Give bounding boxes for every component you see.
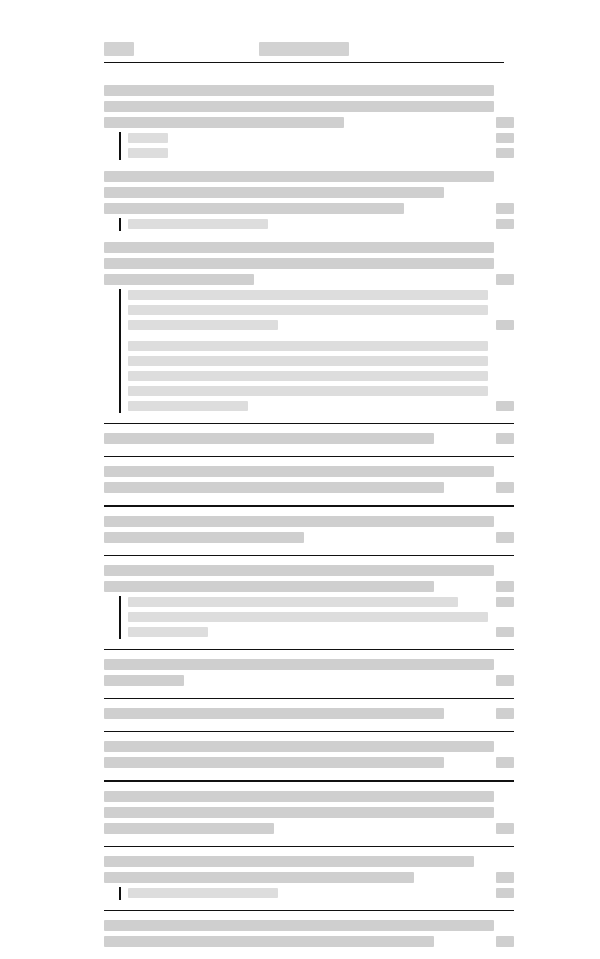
toc-subentry-line — [128, 626, 514, 639]
toc-entry-text — [104, 936, 434, 947]
toc-subentry-text — [128, 290, 488, 300]
toc-page-ref — [496, 274, 514, 285]
toc-entry-line — [104, 202, 514, 216]
toc-entry — [104, 855, 514, 900]
toc-subentry-line — [128, 304, 514, 317]
toc-subentry-text — [128, 371, 488, 381]
toc-page-ref — [496, 203, 514, 214]
toc-entry-line — [104, 919, 514, 933]
toc-entry-text — [104, 659, 494, 670]
toc-subentry-group — [128, 218, 514, 231]
toc-subentry-line — [128, 218, 514, 231]
toc-subentry-line — [128, 340, 514, 353]
toc-entry-text — [104, 242, 494, 253]
toc-subentry-line — [128, 400, 514, 413]
toc-entry-text — [104, 757, 444, 768]
toc-entry-line — [104, 170, 514, 184]
toc-subentry-line — [128, 355, 514, 368]
toc-entry-text — [104, 708, 444, 719]
toc-entry-line — [104, 674, 514, 688]
toc-entry-line — [104, 84, 514, 98]
section-divider — [104, 846, 514, 847]
toc-subentry-line — [128, 289, 514, 302]
toc-entry — [104, 432, 514, 446]
toc-entry — [104, 919, 514, 949]
toc-entry-line — [104, 790, 514, 804]
toc-page-ref — [496, 581, 514, 592]
toc-entry-text — [104, 823, 274, 834]
toc-page-ref — [496, 320, 514, 330]
toc-entry-text — [104, 565, 494, 576]
toc-subentry-line — [128, 385, 514, 398]
toc-entry — [104, 564, 514, 639]
subentry-bracket — [119, 218, 121, 231]
toc-entry-text — [104, 791, 494, 802]
toc-entry-line — [104, 707, 514, 721]
toc-entry-line — [104, 432, 514, 446]
toc-page-ref — [496, 888, 514, 898]
toc-entry-line — [104, 806, 514, 820]
toc-entry-text — [104, 807, 494, 818]
toc-subentry-group — [128, 596, 514, 639]
subentry-bracket — [119, 289, 121, 413]
toc-entry-line — [104, 116, 514, 130]
toc-entry-text — [104, 171, 494, 182]
toc-entry-line — [104, 871, 514, 885]
toc-entry-text — [104, 466, 494, 477]
toc-entry-text — [104, 258, 494, 269]
toc-entry-text — [104, 187, 444, 198]
toc-entry-line — [104, 186, 514, 200]
toc-page-ref — [496, 627, 514, 637]
toc-page-ref — [496, 532, 514, 543]
section-divider — [104, 456, 514, 457]
toc-entry-line — [104, 935, 514, 949]
toc-subentry-line — [128, 370, 514, 383]
page-header — [104, 40, 504, 63]
toc-page-ref — [496, 133, 514, 143]
toc-entry-line — [104, 564, 514, 578]
toc-entry — [104, 740, 514, 770]
toc-page-ref — [496, 219, 514, 229]
toc-subentry-group — [128, 132, 514, 160]
toc-subentry-line — [128, 596, 514, 609]
toc-subentry-line — [128, 887, 514, 900]
toc-subentry-text — [128, 219, 268, 229]
toc-entry-text — [104, 532, 304, 543]
toc-entry-text — [104, 274, 254, 285]
toc-entry-line — [104, 531, 514, 545]
subentry-bracket — [119, 132, 121, 160]
toc-entry — [104, 790, 514, 836]
toc-entry — [104, 658, 514, 688]
subentry-bracket — [119, 887, 121, 900]
toc-subentry-text — [128, 597, 458, 607]
toc-entry-text — [104, 856, 474, 867]
header-text-row — [104, 42, 504, 58]
toc-entry-line — [104, 658, 514, 672]
toc-subentry-text — [128, 341, 488, 351]
toc-entry-line — [104, 515, 514, 529]
toc-subentry-text — [128, 612, 488, 622]
toc-subentry-text — [128, 627, 208, 637]
toc-entry-line — [104, 257, 514, 271]
toc-page-ref — [496, 757, 514, 768]
toc-entry-line — [104, 273, 514, 287]
toc-entry-text — [104, 872, 414, 883]
section-divider — [104, 780, 514, 781]
toc-subentry-group — [128, 289, 514, 413]
page-number — [104, 42, 134, 56]
toc-entry-text — [104, 741, 494, 752]
toc-entry-line — [104, 241, 514, 255]
toc-page-ref — [496, 597, 514, 607]
subentry-bracket — [119, 596, 121, 639]
toc-entry-text — [104, 433, 434, 444]
toc-subentry-text — [128, 148, 168, 158]
section-divider — [104, 649, 514, 650]
toc-subentry-line — [128, 132, 514, 145]
toc-page-ref — [496, 148, 514, 158]
section-divider — [104, 910, 514, 911]
toc-page-ref — [496, 401, 514, 411]
toc-entry-line — [104, 580, 514, 594]
toc-entry-text — [104, 101, 494, 112]
toc-entry-line — [104, 855, 514, 869]
toc-entry-line — [104, 756, 514, 770]
toc-entry-text — [104, 203, 404, 214]
toc-entry-text — [104, 85, 494, 96]
toc-subentry-text — [128, 386, 488, 396]
toc-entry — [104, 84, 514, 160]
toc-entry-line — [104, 100, 514, 114]
table-of-contents — [104, 84, 514, 959]
toc-entry-text — [104, 482, 444, 493]
toc-page-ref — [496, 872, 514, 883]
toc-subentry-line — [128, 611, 514, 624]
toc-page-ref — [496, 936, 514, 947]
toc-entry — [104, 707, 514, 721]
toc-subentry-group — [128, 887, 514, 900]
toc-entry — [104, 515, 514, 545]
toc-subentry-line — [128, 147, 514, 160]
toc-entry — [104, 241, 514, 413]
section-divider — [104, 698, 514, 699]
toc-subentry-line — [128, 319, 514, 332]
toc-entry — [104, 465, 514, 495]
section-divider — [104, 731, 514, 732]
toc-subentry-text — [128, 305, 488, 315]
section-divider — [104, 423, 514, 424]
toc-entry-line — [104, 740, 514, 754]
toc-entry-line — [104, 822, 514, 836]
toc-entry-text — [104, 516, 494, 527]
toc-subentry-text — [128, 356, 488, 366]
toc-page-ref — [496, 482, 514, 493]
section-divider — [104, 555, 514, 556]
toc-subentry-text — [128, 888, 278, 898]
toc-entry — [104, 170, 514, 231]
toc-subentry-text — [128, 133, 168, 143]
toc-entry-text — [104, 117, 344, 128]
toc-entry-line — [104, 481, 514, 495]
toc-page-ref — [496, 823, 514, 834]
running-head — [259, 42, 349, 56]
section-divider — [104, 505, 514, 506]
toc-entry-line — [104, 465, 514, 479]
toc-page-ref — [496, 708, 514, 719]
toc-entry-text — [104, 920, 494, 931]
toc-subentry-text — [128, 401, 248, 411]
toc-page-ref — [496, 675, 514, 686]
toc-page-ref — [496, 117, 514, 128]
toc-entry-text — [104, 675, 184, 686]
toc-subentry-text — [128, 320, 278, 330]
toc-entry-text — [104, 581, 434, 592]
toc-page-ref — [496, 433, 514, 444]
